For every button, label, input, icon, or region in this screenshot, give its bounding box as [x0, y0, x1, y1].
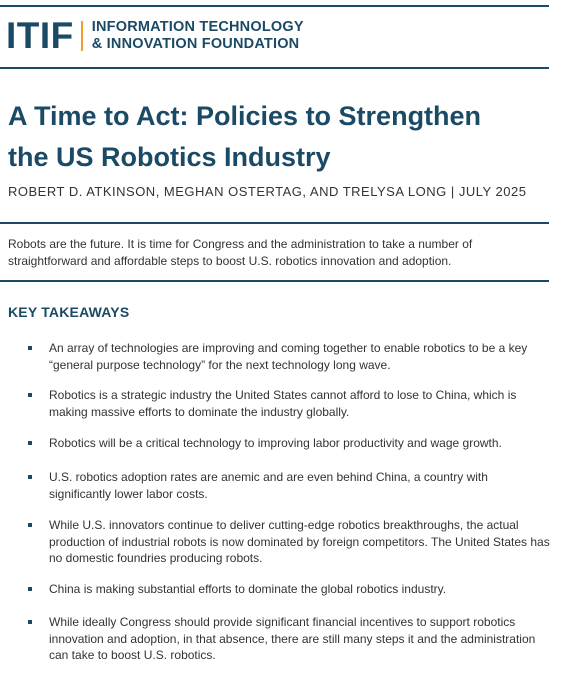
logo-divider	[81, 21, 83, 51]
itif-logo	[6, 15, 304, 56]
takeaway-text: While ideally Congress should provide significant financial incentives to support robotics innovation and adoption, in that absence, there are still many steps it and the administration can take to boost U.S. robotics.	[49, 615, 536, 662]
takeaway-item	[28, 614, 553, 664]
bullet-icon	[28, 587, 32, 591]
bullet-icon	[28, 620, 32, 624]
bullet-icon	[28, 475, 32, 479]
summary-bottom-rule	[0, 280, 549, 282]
takeaway-item	[28, 517, 553, 567]
summary-top-rule	[0, 222, 549, 224]
takeaway-text: U.S. robotics adoption rates are anemic and are even behind China, a country with significantly lower labor costs.	[49, 470, 488, 501]
takeaway-text: Robotics will be a critical technology to improving labor productivity and wage growth.	[49, 436, 502, 450]
organization-name	[92, 19, 304, 53]
report-title	[8, 96, 548, 178]
report-title-line2: the US Robotics Industry	[8, 142, 331, 172]
takeaway-item	[28, 581, 553, 598]
bullet-icon	[28, 393, 32, 397]
takeaway-item	[28, 435, 553, 452]
bullet-icon	[28, 346, 32, 350]
authors-and-date: ROBERT D. ATKINSON, MEGHAN OSTERTAG, AND TRELYSA LONG | JULY 2025	[8, 184, 527, 199]
takeaway-text: Robotics is a strategic industry the United States cannot afford to lose to China, which is making massive efforts to dominate the industry globally.	[49, 388, 517, 419]
takeaway-text: An array of technologies are improving and coming together to enable robotics to be a key “general purpose technology” for the next technology long wave.	[49, 341, 528, 372]
takeaway-item	[28, 340, 553, 373]
takeaway-text: China is making substantial efforts to dominate the global robotics industry.	[49, 582, 447, 596]
bullet-icon	[28, 441, 32, 445]
top-rule	[0, 5, 549, 7]
report-title-line1: A Time to Act: Policies to Strengthen	[8, 101, 482, 131]
takeaway-item	[28, 469, 553, 502]
summary-text: Robots are the future. It is time for Congress and the administration to take a number of straightforward and affordable steps to boost U.S. robotics innovation and adoption.	[8, 237, 473, 268]
key-takeaways-heading: KEY TAKEAWAYS	[8, 304, 130, 320]
bullet-icon	[28, 523, 32, 527]
logo-wordmark: ITIF	[6, 15, 74, 56]
takeaway-item	[28, 387, 553, 420]
organization-name-line1: INFORMATION TECHNOLOGY	[91, 19, 304, 35]
takeaway-text: While U.S. innovators continue to deliver cutting-edge robotics breakthroughs, the actual production of industrial robots is now dominated by foreign competitors. The United States has no domestic foundries producing robots.	[49, 518, 550, 565]
organization-name-line2: & INNOVATION FOUNDATION	[91, 36, 300, 52]
header-rule	[0, 67, 549, 69]
